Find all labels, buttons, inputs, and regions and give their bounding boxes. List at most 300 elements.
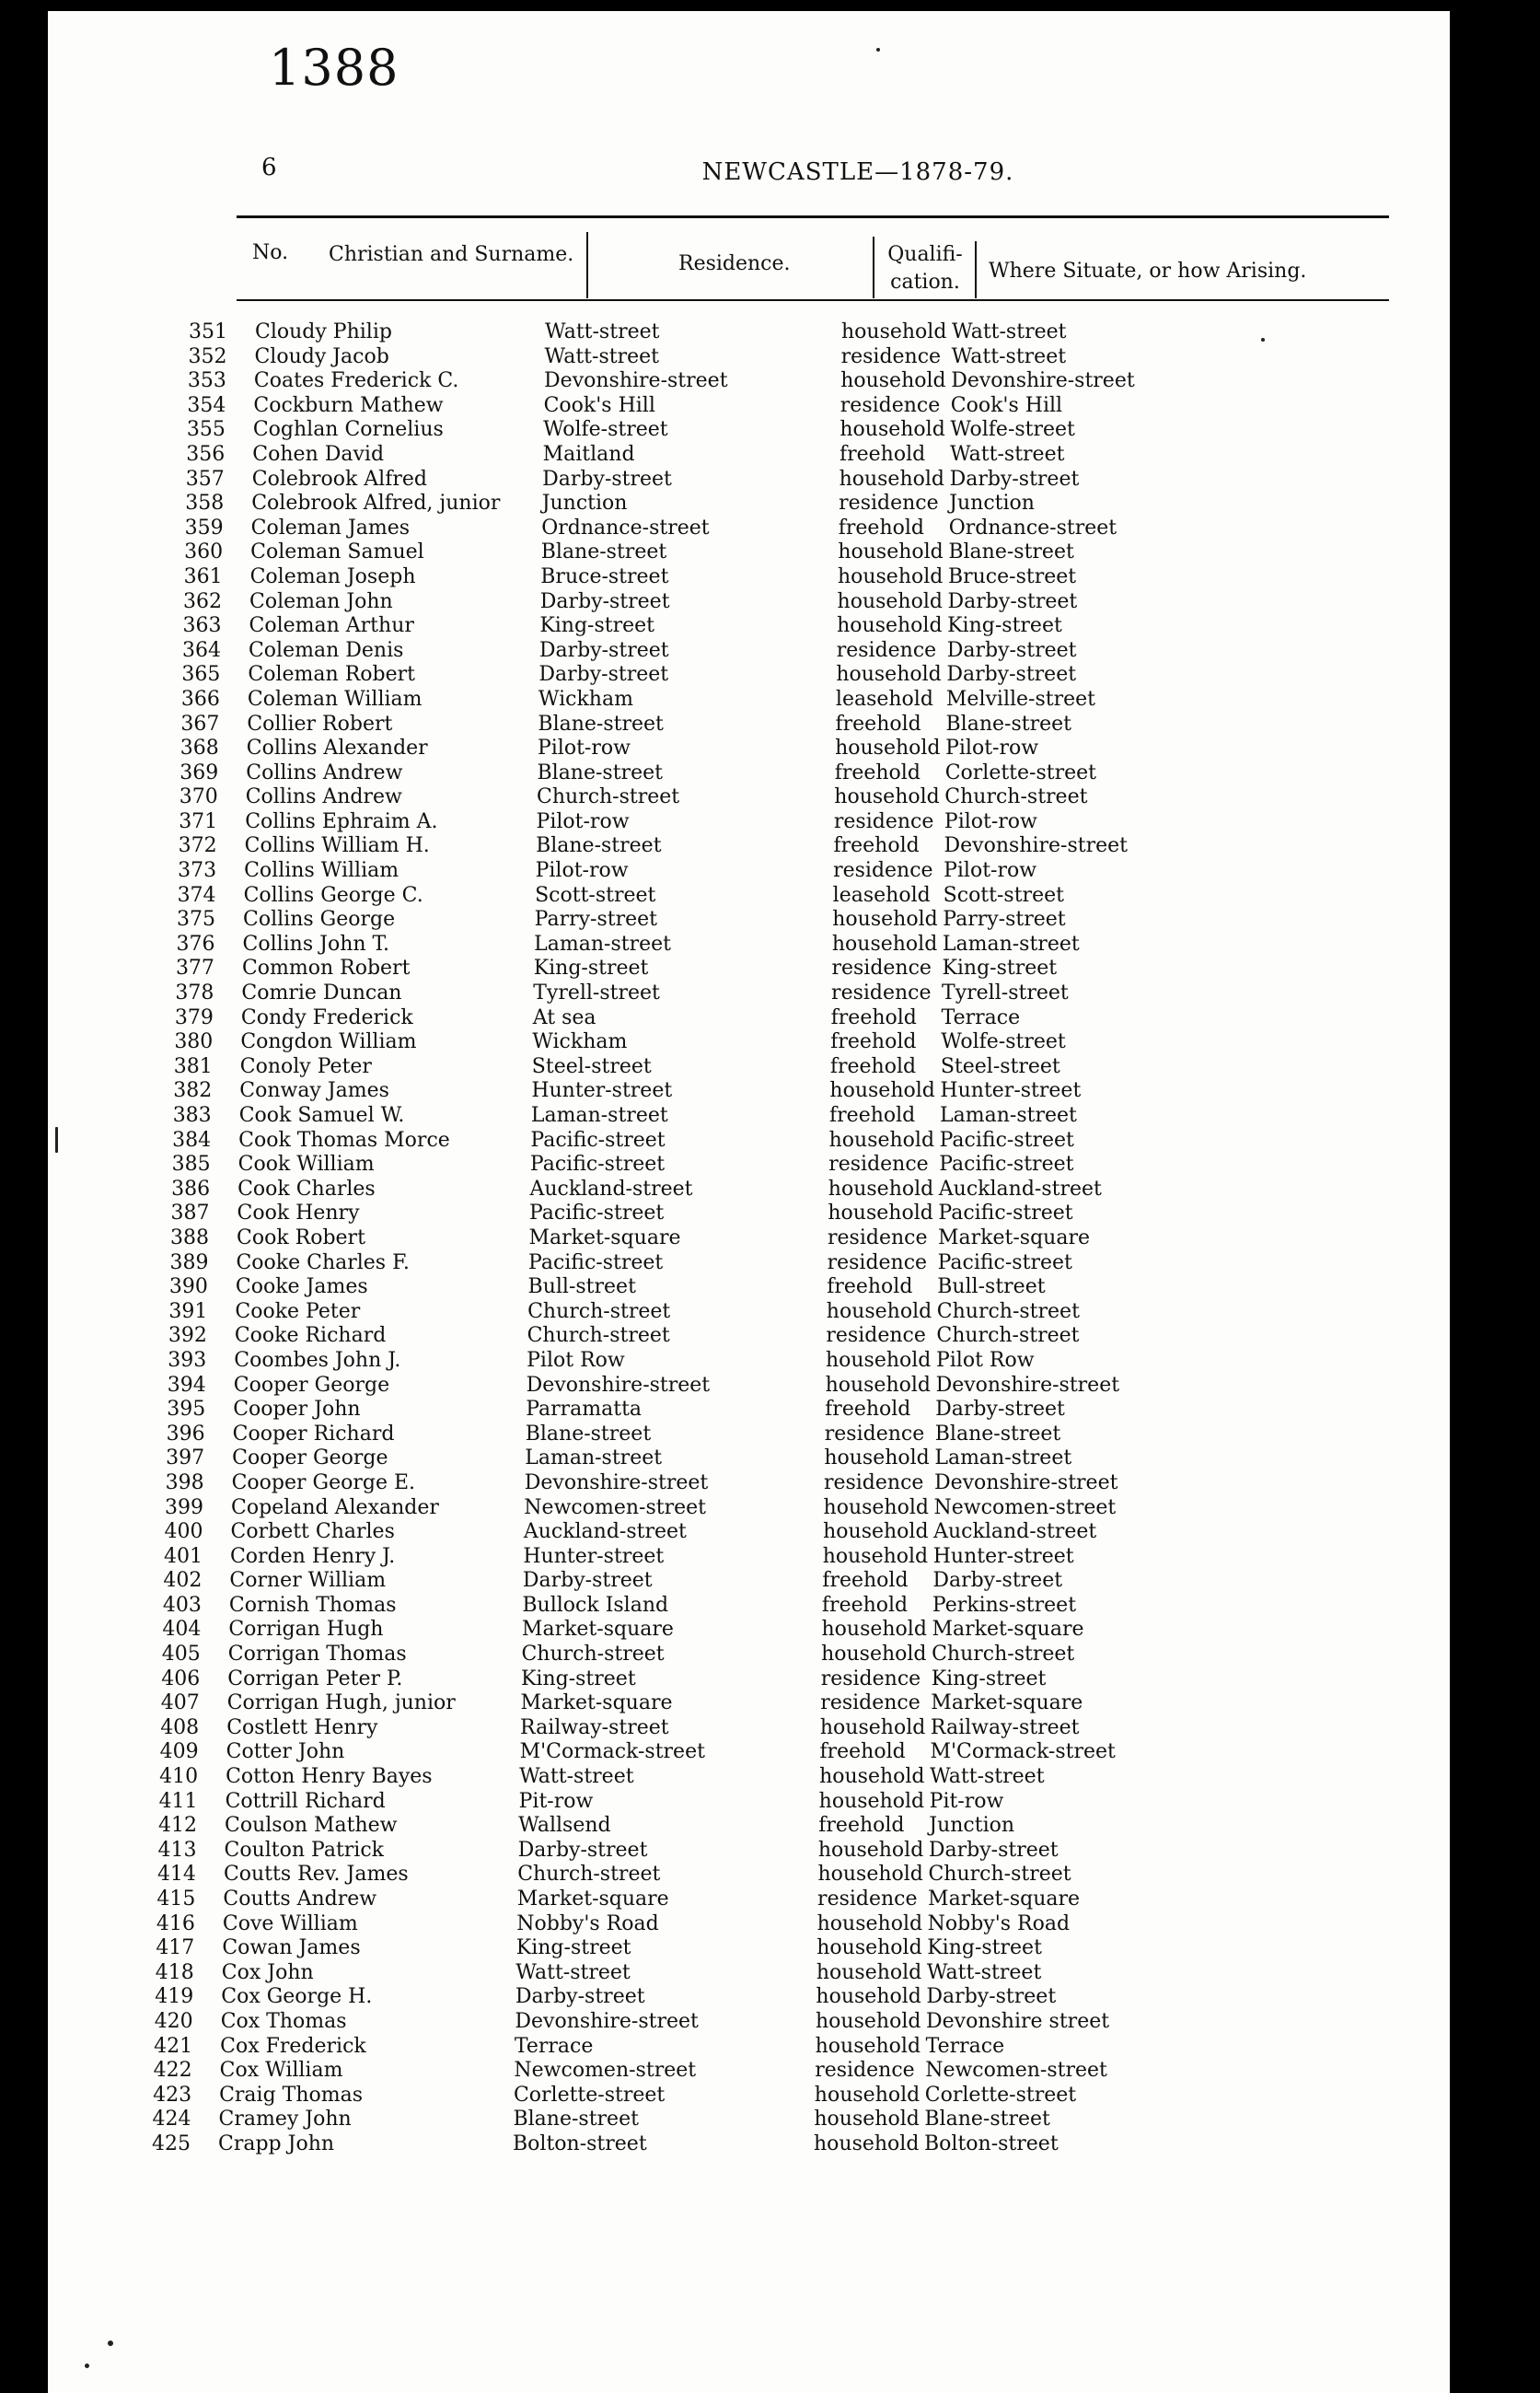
entry-name: Coutts Andrew [223,1888,377,1911]
entry-residence: Wallsend [518,1814,611,1838]
entry-number: 396 [166,1422,205,1446]
entry-where-situate: Market-square [931,1691,1083,1715]
entry-qualification: household [841,320,947,343]
table-row [48,1471,1450,1496]
table-row [48,345,1450,370]
entry-number: 354 [187,393,226,417]
entry-name: Cook Charles [237,1177,376,1201]
entry-number: 375 [177,908,216,932]
entry-qualification: household [825,1373,931,1397]
entry-residence: Wickham [532,1030,628,1054]
entry-number: 402 [163,1569,203,1593]
entry-number: 411 [158,1789,198,1813]
entry-residence: At sea [532,1005,596,1029]
entry-qualification: residence [839,492,939,516]
table-row [48,1349,1450,1374]
table-row [48,492,1450,517]
entry-name: Coulton Patrick [224,1838,384,1862]
entry-number: 368 [179,737,219,761]
entry-number: 389 [169,1250,209,1274]
electoral-roll-table [48,320,1450,2157]
entry-where-situate: Church-street [936,1324,1080,1348]
entry-residence: Railway-street [520,1715,669,1739]
entry-where-situate: Market-square [938,1226,1090,1249]
entry-where-situate: Darby-street [935,1398,1065,1422]
entry-name: Cottrill Richard [225,1789,386,1813]
entry-qualification: household [824,1446,930,1470]
entry-number: 408 [160,1715,200,1739]
entry-residence: Church-street [527,1324,670,1348]
column-header-qualification-line1: Qualifi- [887,243,963,266]
table-row [48,1839,1450,1864]
table-row [48,369,1450,394]
entry-where-situate: Bolton-street [924,2132,1059,2155]
entry-name: Coleman Samuel [250,540,424,564]
entry-name: Coleman Arthur [249,614,414,638]
entry-qualification: residence [820,1691,921,1715]
entry-qualification: household [816,1911,923,1935]
entry-name: Cook William [237,1153,375,1177]
entry-where-situate: Hunter-street [940,1079,1082,1103]
header-rule-top [237,215,1389,218]
entry-where-situate: Perkins-street [932,1593,1077,1617]
entry-where-situate: Laman-street [940,1104,1077,1127]
entry-number: 394 [167,1373,206,1397]
entry-name: Corner William [229,1569,387,1593]
entry-where-situate: Devonshire-street [933,1470,1118,1494]
table-row [48,1912,1450,1937]
entry-where-situate: Darby-street [928,1838,1059,1862]
entry-qualification: residence [815,2059,915,2083]
entry-number: 395 [167,1398,206,1422]
entry-number: 362 [183,589,223,613]
entry-where-situate: Watt-street [952,320,1067,343]
table-row [48,1594,1450,1619]
entry-number: 398 [165,1470,204,1494]
table-row [48,810,1450,835]
table-row [48,1863,1450,1888]
entry-residence: Hunter-street [523,1544,665,1568]
entry-residence: Junction [541,492,628,516]
entry-qualification: leasehold [832,883,931,907]
entry-number: 421 [154,2034,193,2058]
entry-qualification: household [817,1863,923,1887]
entry-qualification: residence [840,344,942,368]
table-row [48,2010,1450,2035]
entry-where-situate: Church-street [928,1863,1071,1887]
entry-where-situate: Darby-street [926,1985,1057,2009]
entry-residence: Pilot Row [527,1348,625,1372]
entry-name: Coleman Robert [248,663,415,687]
entry-where-situate: Auckland-street [933,1520,1097,1544]
entry-qualification: household [814,2132,920,2155]
entry-residence: Blane-street [540,540,667,564]
entry-qualification: freehold [835,712,921,736]
entry-residence: Maitland [542,442,635,466]
table-row [48,468,1450,493]
table-row [48,1814,1450,1839]
entry-name: Cook Thomas Morce [238,1128,450,1152]
entry-where-situate: Nobby's Road [927,1911,1071,1935]
entry-qualification: residence [828,1153,929,1177]
table-row [48,884,1450,909]
scan-speck [85,2364,89,2368]
entry-number: 407 [160,1691,200,1715]
entry-name: Cox Thomas [220,2009,347,2033]
entry-name: Collins William [244,859,399,883]
table-row [48,859,1450,884]
entry-name: Cooke Peter [235,1299,361,1323]
header-rule-bottom [237,299,1389,301]
entry-residence: Wickham [538,687,633,711]
entry-number: 401 [163,1544,203,1568]
column-header-qualification [874,241,976,296]
entry-residence: Devonshire-street [515,2009,699,2033]
entry-where-situate: Newcomen-street [925,2059,1107,2083]
column-header-qualification-line2: cation. [890,271,960,294]
entry-name: Corrigan Hugh [228,1618,384,1642]
entry-name: Collins Andrew [246,761,403,784]
entry-name: Collins George C. [243,883,423,907]
entry-name: Condy Frederick [240,1005,413,1029]
entry-name: Cooper George E. [231,1470,416,1494]
column-header-where: Where Situate, or how Arising. [989,260,1307,283]
table-row [48,394,1450,419]
entry-residence: Auckland-street [529,1177,693,1201]
scan-speck [1261,338,1265,342]
entry-where-situate: Darby-street [946,663,1077,687]
entry-name: Cox George H. [221,1985,373,2009]
entry-name: Cox Frederick [220,2034,366,2058]
table-row [48,2108,1450,2132]
table-row [48,982,1450,1006]
entry-number: 372 [178,834,217,858]
entry-qualification: residence [824,1422,925,1446]
entry-qualification: household [831,932,938,956]
entry-name: Collins Ephraim A. [245,809,438,833]
entry-residence: Devonshire-street [526,1373,711,1397]
entry-where-situate: Steel-street [940,1054,1060,1078]
table-row [48,1251,1450,1276]
entry-residence: M'Cormack-street [519,1740,705,1764]
entry-qualification: household [826,1299,932,1323]
entry-number: 393 [168,1348,207,1372]
entry-qualification: household [819,1765,925,1789]
entry-qualification: freehold [833,834,920,858]
entry-qualification: residence [823,1470,924,1494]
entry-where-situate: Junction [949,492,1035,516]
entry-name: Cowan James [222,1936,361,1960]
entry-residence: Blane-street [536,834,662,858]
page-number: 1388 [269,39,399,97]
entry-number: 374 [177,883,216,907]
entry-number: 423 [153,2083,192,2107]
entry-number: 416 [156,1911,195,1935]
entry-where-situate: Devonshire-street [951,369,1135,393]
entry-name: Coutts Rev. James [223,1863,409,1887]
table-row [48,2059,1450,2084]
table-row [48,957,1450,982]
table-row [48,1104,1450,1129]
entry-number: 351 [189,320,227,343]
entry-number: 419 [155,1985,194,2009]
entry-number: 379 [174,1005,214,1029]
entry-where-situate: Wolfe-street [950,418,1075,442]
running-head: NEWCASTLE—1878-79. [701,158,1014,186]
entry-where-situate: Devonshire street [926,2009,1110,2033]
entry-number: 386 [171,1177,211,1201]
entry-where-situate: Church-street [936,1299,1080,1323]
entry-residence: Market-square [528,1226,681,1249]
entry-qualification: residence [831,957,932,981]
entry-number: 417 [156,1936,195,1960]
table-row [48,1790,1450,1815]
entry-residence: Bullock Island [522,1593,669,1617]
entry-number: 377 [175,957,214,981]
entry-where-situate: Blane-street [945,712,1071,736]
entry-residence: Nobby's Road [516,1911,659,1935]
entry-name: Crapp John [218,2132,335,2155]
scan-border-right [1450,0,1540,2393]
entry-number: 414 [156,1863,196,1887]
entry-qualification: household [815,2034,921,2058]
entry-name: Conway James [239,1079,389,1103]
entry-where-situate: Church-street [932,1643,1075,1667]
entry-residence: Parry-street [534,908,657,932]
table-row [48,320,1450,345]
entry-where-situate: Pilot-row [944,809,1037,833]
entry-residence: Pacific-street [528,1250,664,1274]
table-row [48,1153,1450,1178]
scan-speck [108,2341,113,2346]
entry-name: Cooke Charles F. [236,1250,410,1274]
entry-where-situate: Pilot-row [944,859,1037,883]
entry-name: Coleman Joseph [249,564,416,588]
table-row [48,1496,1450,1521]
entry-name: Coombes John J. [234,1348,401,1372]
entry-qualification: household [821,1618,927,1642]
entry-qualification: household [828,1202,933,1226]
entry-name: Cooper John [233,1398,361,1422]
entry-residence: Bolton-street [513,2132,647,2155]
entry-name: Cockburn Mathew [253,393,444,417]
entry-name: Cook Robert [237,1226,365,1249]
entry-where-situate: Pacific-street [939,1153,1074,1177]
entry-number: 425 [152,2132,191,2155]
table-row [48,1129,1450,1154]
entry-number: 367 [180,712,220,736]
entry-number: 381 [173,1054,213,1078]
entry-name: Cotter John [226,1740,345,1764]
entry-number: 413 [157,1838,197,1862]
scan-border-top [0,0,1540,11]
entry-residence: Market-square [521,1618,674,1642]
entry-qualification: household [839,467,944,491]
entry-name: Cove William [222,1911,358,1935]
entry-number: 424 [152,2108,191,2132]
entry-qualification: freehold [839,442,926,466]
entry-qualification: freehold [825,1398,911,1422]
entry-number: 366 [180,687,220,711]
entry-number: 369 [179,761,219,784]
entry-name: Corden Henry J. [229,1544,396,1568]
entry-residence: Market-square [520,1691,673,1715]
table-row [48,834,1450,859]
table-row [48,517,1450,541]
entry-qualification: household [840,369,946,393]
table-row [48,1324,1450,1349]
table-row [48,1202,1450,1226]
entry-qualification: residence [826,1324,926,1348]
entry-name: Colebrook Alfred, junior [251,492,501,516]
table-row [48,785,1450,810]
entry-name: Cook Henry [237,1202,360,1226]
entry-qualification: freehold [838,516,924,540]
entry-name: Coleman John [249,589,393,613]
table-row [48,1888,1450,1912]
entry-qualification: household [823,1495,929,1519]
entry-name: Collins William H. [244,834,430,858]
entry-qualification: household [837,564,944,588]
entry-where-situate: Darby-street [932,1569,1063,1593]
entry-number: 376 [176,932,215,956]
entry-residence: Steel-street [531,1054,652,1078]
entry-where-situate: Pit-row [929,1789,1004,1813]
entry-name: Conoly Peter [239,1054,372,1078]
entry-residence: Devonshire-street [524,1470,709,1494]
entry-qualification: household [816,1936,922,1960]
entry-name: Cooke Richard [234,1324,387,1348]
entry-qualification: household [816,1985,921,2009]
table-row [48,2132,1450,2157]
entry-where-situate: Pacific-street [939,1128,1074,1152]
entry-number: 410 [159,1765,199,1789]
entry-where-situate: King-street [947,614,1062,638]
entry-qualification: residence [836,638,937,662]
entry-qualification: household [828,1177,934,1201]
entry-where-situate: Scott-street [943,883,1064,907]
entry-residence: King-street [520,1667,636,1690]
entry-where-situate: Darby-street [949,467,1080,491]
entry-number: 357 [185,467,225,491]
entry-number: 418 [155,1960,194,1984]
entry-number: 422 [153,2059,192,2083]
entry-name: Corrigan Hugh, junior [226,1691,456,1715]
entry-qualification: residence [820,1667,921,1690]
entry-where-situate: Melville-street [945,687,1096,711]
entry-residence: Wolfe-street [543,418,668,442]
entry-residence: Market-square [516,1888,669,1911]
entry-number: 363 [182,614,222,638]
entry-qualification: household [828,1128,935,1152]
entry-qualification: freehold [821,1593,909,1617]
table-row [48,1398,1450,1423]
entry-residence: Watt-street [544,344,659,368]
entry-qualification: residence [817,1888,918,1911]
entry-where-situate: Bull-street [937,1275,1046,1299]
entry-qualification: household [816,2009,921,2033]
entry-name: Corbett Charles [230,1520,395,1544]
table-row [48,565,1450,590]
entry-residence: Darby-street [538,663,669,687]
entry-number: 384 [172,1128,212,1152]
table-row [48,1936,1450,1961]
table-row [48,1569,1450,1594]
entry-where-situate: Devonshire-street [944,834,1128,858]
entry-name: Cornish Thomas [228,1593,397,1617]
entry-where-situate: Market-square [928,1888,1081,1911]
table-row [48,1030,1450,1055]
entry-where-situate: Railway-street [930,1715,1080,1739]
table-row [48,1226,1450,1251]
entry-number: 412 [158,1814,198,1838]
entry-number: 361 [183,564,223,588]
column-header-no: No. [252,241,289,264]
entry-number: 392 [168,1324,207,1348]
entry-residence: Watt-street [545,320,660,343]
entry-number: 391 [168,1299,208,1323]
entry-residence: Blane-street [513,2108,639,2132]
entry-where-situate: Watt-street [926,1960,1042,1984]
page-mark: 6 [261,154,277,181]
table-row [48,1374,1450,1399]
entry-residence: Laman-street [525,1446,663,1470]
entry-name: Coulson Mathew [225,1814,398,1838]
entry-residence: Church-street [527,1299,671,1323]
entry-qualification: household [822,1544,929,1568]
table-row [48,688,1450,713]
table-row [48,1716,1450,1741]
table-row [48,1667,1450,1692]
entry-where-situate: Junction [929,1814,1015,1838]
entry-residence: Hunter-street [531,1079,673,1103]
column-divider [586,232,588,298]
entry-name: Cooper George [233,1373,390,1397]
entry-residence: Laman-street [534,932,672,956]
entry-number: 409 [159,1740,199,1764]
entry-qualification: residence [831,982,932,1005]
entry-residence: Darby-street [542,467,672,491]
entry-where-situate: Watt-street [930,1765,1045,1789]
entry-where-situate: Ordnance-street [948,516,1117,540]
entry-where-situate: Laman-street [942,932,1080,956]
table-row [48,1006,1450,1031]
entry-qualification: household [814,2083,921,2107]
table-row [48,1691,1450,1716]
table-row [48,1178,1450,1202]
entry-residence: Church-street [521,1643,665,1667]
table-row [48,933,1450,958]
entry-residence: Terrace [514,2034,594,2058]
entry-qualification: leasehold [835,687,933,711]
entry-number: 382 [173,1079,213,1103]
table-row [48,1079,1450,1104]
entry-number: 403 [162,1593,202,1617]
entry-residence: King-street [533,957,649,981]
table-row [48,1300,1450,1325]
entry-where-situate: Watt-street [951,344,1067,368]
column-header-residence: Residence. [678,252,791,275]
entry-where-situate: Wolfe-street [941,1030,1066,1054]
entry-residence: Newcomen-street [524,1495,706,1519]
entry-where-situate: Hunter-street [932,1544,1074,1568]
entry-name: Cook Samuel W. [238,1104,405,1127]
entry-number: 390 [168,1275,208,1299]
entry-name: Cooke James [235,1275,368,1299]
entry-qualification: freehold [819,1740,906,1764]
entry-name: Coleman James [250,516,411,540]
entry-residence: Cook's Hill [543,393,655,417]
